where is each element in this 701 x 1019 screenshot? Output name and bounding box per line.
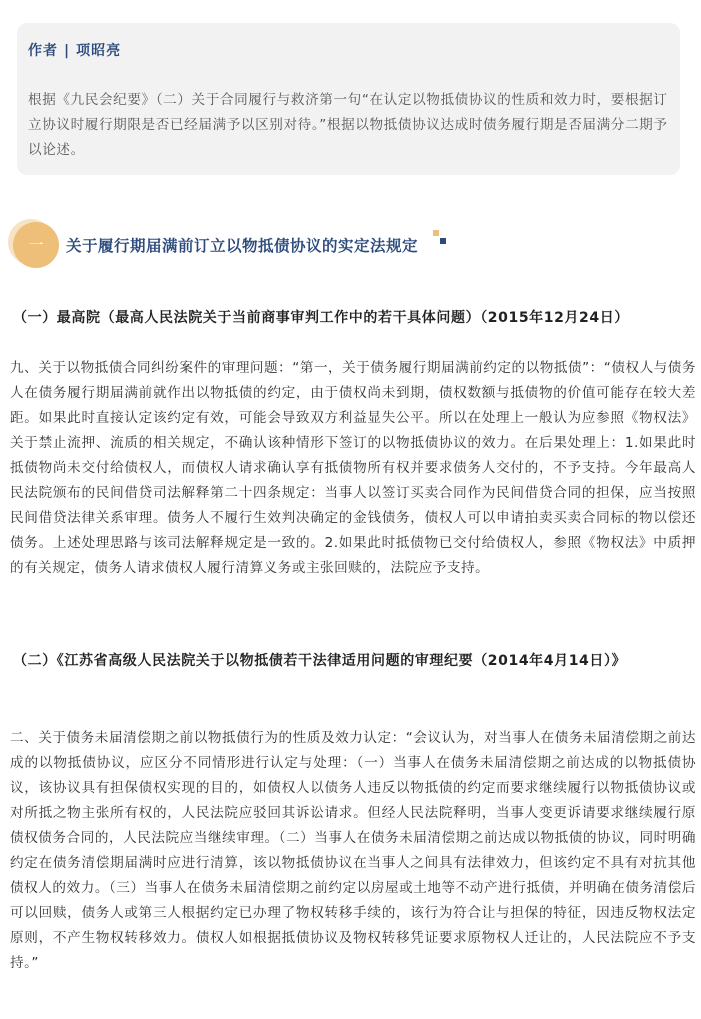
part2-heading: （二）《江苏省高级人民法院关于以物抵债若干法律适用问题的审理纪要（2014年4月14日）》 — [13, 653, 627, 669]
section-title: 关于履行期届满前订立以物抵债协议的实定法规定 — [66, 237, 419, 255]
intro-summary: 根据《九民会纪要》（二）关于合同履行与救济第一句“在认定以物抵债协议的性质和效力时，要根据订立协议时履行期限是否已经届满予以区别对待。”根据以物抵债协议达成时债务履行期是否届满分二期予以论述。 — [28, 92, 668, 158]
section-header — [13, 222, 453, 270]
author-label: 作者 — [28, 43, 58, 59]
intro-card — [17, 23, 680, 175]
part1-heading: （一）最高院（最高人民法院关于当前商事审判工作中的若干具体问题）（2015年12月24日） — [13, 310, 629, 326]
decorative-square-gold — [433, 230, 439, 236]
decorative-square-navy — [440, 238, 446, 244]
author-separator: | — [64, 43, 71, 59]
part1-body: 九、关于以物抵债合同纠纷案件的审理问题：“第一，关于债务履行期届满前约定的以物抵债”：“债权人与债务人在债务履行期届满前就作出以物抵债的约定，由于债权尚未到期，债权数额与抵债物的价值可能存在较大差距。如果此时直接认定该约定有效，可能会导致双方利益显失公平。所以在处理上一般认为应参照《物权法》关于禁止流押、流质的相关规定，不确认该种情形下签订的以物抵债协议的效力。在后果处理上：1.如果此时抵债物尚未交付给债权人，而债权人请求确认享有抵债物所有权并要求债务人交付的，不予支持。今年最高人民法院颁布的民间借贷司法解释第二十四条规定：当事人以签订买卖合同作为民间借贷合同的担保，应当按照民间借贷法律关系审理。债务人不履行生效判决确定的金钱债务，债权人可以申请拍卖买卖合同标的物以偿还债务。上述处理思路与该司法解释规定是一致的。2.如果此时抵债物已交付给债权人，参照《物权法》中质押的有关规定，债务人请求债权人履行清算义务或主张回赎的，法院应予支持。 — [10, 360, 696, 576]
part2-body: 二、关于债务未届清偿期之前以物抵债行为的性质及效力认定：“会议认为，对当事人在债务未届清偿期之前达成的以物抵债协议，应区分不同情形进行认定与处理：（一）当事人在债务未届清偿期之前达成的以物抵债协议，该协议具有担保债权实现的目的，如债权人以债务人违反以物抵债的约定而要求继续履行以物抵债协议或对所抵之物主张所有权的，人民法院应驳回其诉讼请求。但经人民法院释明，当事人变更诉请要求继续履行原债权债务合同的，人民法院应当继续审理。（二）当事人在债务未届清偿期之前达成以物抵债的协议，同时明确约定在债务清偿期届满时应进行清算，该以物抵债协议在当事人之间具有法律效力，但该约定不具有对抗其他债权人的效力。（三）当事人在债务未届清偿期之前约定以房屋或土地等不动产进行抵债，并明确在债务清偿后可以回赎，债务人或第三人根据约定已办理了物权转移手续的，该行为符合让与担保的特征，因违反物权法定原则，不产生物权转移效力。债权人如根据抵债协议及物权转移凭证要求原物权人迁让的，人民法院应不予支持。” — [10, 730, 696, 971]
author-name: 项昭亮 — [76, 43, 122, 59]
author-line — [28, 40, 669, 62]
section-number: 一 — [28, 236, 44, 254]
